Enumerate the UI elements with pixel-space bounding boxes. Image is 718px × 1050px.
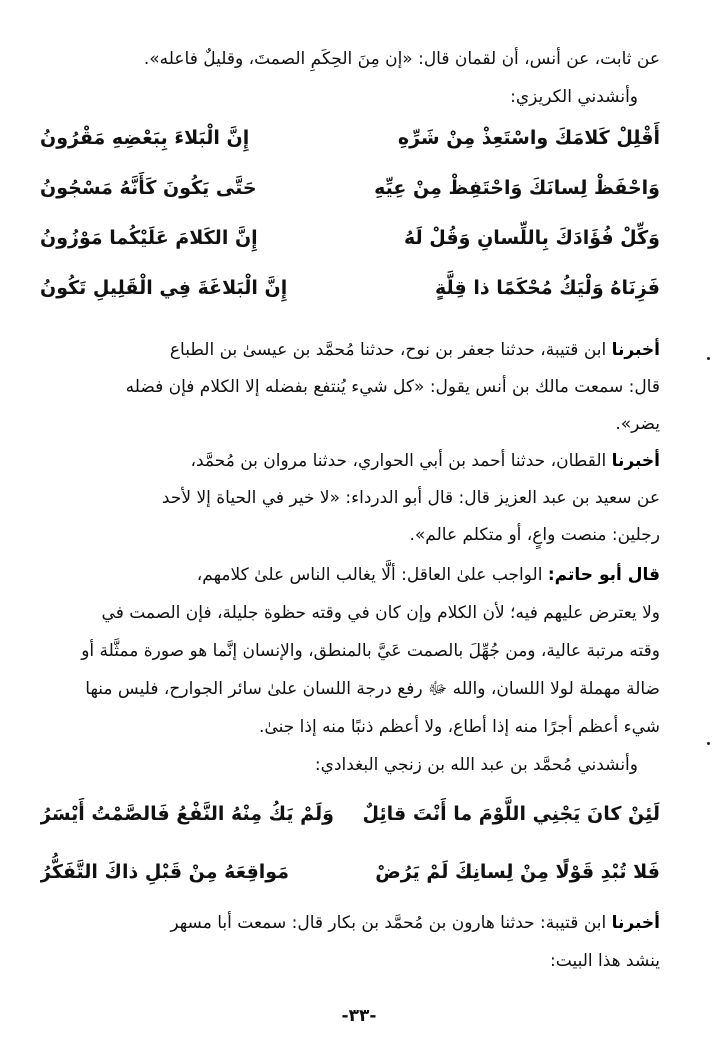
- poem-verse: [40, 852, 660, 892]
- author-lead: قال أبو حاتم:: [547, 565, 660, 585]
- poem-verse: [40, 268, 660, 308]
- margin-mark: [707, 742, 710, 745]
- verse-second-hemistich: حَتَّى يَكُونَ كَأَنَّهُ مَسْجُونُ: [40, 177, 257, 199]
- text-line: رجلين: منصت واعٍ، أو متكلم عالم».: [409, 525, 660, 545]
- poem-verse: [40, 794, 660, 834]
- verse-first-hemistich: وَاحْفَظْ لِسانَكَ وَاحْتَفِظْ مِنْ عِيِّهِ: [374, 177, 660, 199]
- text-line: يضر».: [615, 414, 660, 434]
- poem-verse: [40, 218, 660, 258]
- poem-verse: [40, 118, 660, 158]
- text-line: [36, 333, 660, 368]
- verse-first-hemistich: وَكِّلْ فُؤَادَكَ بِاللِّسانِ وَقُلْ لَهُ: [403, 227, 660, 249]
- narration-lead: أخبرنا: [611, 913, 660, 933]
- text-line: عن ثابت، عن أنس، أن لقمان قال: «إن مِنَ الحِكَمِ الصمتَ، وقليلٌ فاعله».: [143, 49, 660, 69]
- text-line: عن سعيد بن عبد العزيز قال: قال أبو الدرداء: «لا خير في الحياة إلا لأحد: [161, 488, 660, 508]
- text-line: شيء أعظم أجرًا منه إذا أطاع، ولا أعظم ذنبًا منه إذا جنىٰ.: [259, 717, 660, 737]
- margin-mark: [707, 357, 710, 360]
- verse-first-hemistich: أَقْلِلْ كَلامَكَ واسْتَعِذْ مِنْ شَرِّهِ: [397, 127, 660, 149]
- text-line: [36, 558, 660, 593]
- verse-first-hemistich: لَئِنْ كانَ يَجْنِي اللَّوْمَ ما أَنْتَ قائِلٌ: [362, 803, 660, 825]
- poem-verse: [40, 168, 660, 208]
- text-run: الواجب علىٰ العاقل: ألَّا يغالب الناس علىٰ كلامهم،: [196, 565, 548, 585]
- text-run: القطان، حدثنا أحمد بن أبي الحواري، حدثنا مروان بن مُحمَّد،: [190, 451, 612, 471]
- text-line: [36, 906, 660, 941]
- text-line: ضالة مهملة لولا اللسان، والله ﷻ رفع درجة اللسان علىٰ سائر الجوارح، فليس منها: [85, 679, 660, 699]
- verse-second-hemistich: وَلَمْ يَكُ مِنْهُ النَّفْعُ فَالصَّمْتُ أَيْسَرُ: [40, 803, 334, 825]
- text-run: ابن قتيبة: حدثنا هارون بن مُحمَّد بن بكار قال: سمعت أبا مسهر: [170, 913, 612, 933]
- text-line: قال: سمعت مالك بن أنس يقول: «كل شيء يُنتفع بفضله إلا الكلام فإن فضله: [125, 377, 660, 397]
- text-line: وأنشدني مُحمَّد بن عبد الله بن زنجي البغدادي:: [314, 755, 638, 775]
- verse-second-hemistich: إِنَّ الكَلامَ عَلَيْكُما مَوْزُونُ: [40, 227, 258, 249]
- narration-lead: أخبرنا: [611, 340, 660, 360]
- text-line: وأنشدني الكريزي:: [510, 87, 638, 107]
- verse-second-hemistich: مَواقِعَهُ مِنْ قَبْلِ ذاكَ التَّفَكُّرُ: [40, 861, 289, 883]
- narration-lead: أخبرنا: [611, 451, 660, 471]
- text-run: ابن قتيبة، حدثنا جعفر بن نوح، حدثنا مُحمَّد بن عيسىٰ بن الطباع: [169, 340, 612, 360]
- verse-second-hemistich: إِنَّ الْبَلاغَةَ فِي الْقَلِيلِ تَكُونُ: [40, 277, 288, 299]
- text-line: [36, 444, 660, 479]
- verse-second-hemistich: إِنَّ الْبَلاءَ بِبَعْضِهِ مَقْرُونُ: [40, 127, 250, 149]
- text-line: ينشد هذا البيت:: [550, 951, 660, 971]
- verse-first-hemistich: فَلا تُبْدِ قَوْلًا مِنْ لِسانِكَ لَمْ يَرُضْ: [375, 861, 660, 883]
- verse-first-hemistich: فَزِنَاهُ وَلْيَكُ مُحْكَمًا ذا قِلَّةٍ: [435, 277, 660, 299]
- text-line: ولا يعترض عليهم فيه؛ لأن الكلام وإن كان في وقته حظوة جليلة، فإن الصمت في: [101, 603, 660, 623]
- text-line: وقته مرتبة عالية، ومن جُهِّلَ بالصمت عَيَّ بالمنطق، والإنسان إنَّما هو صورة ممثَّلة أو: [81, 641, 660, 661]
- page-number: -٣٣-: [341, 1006, 377, 1026]
